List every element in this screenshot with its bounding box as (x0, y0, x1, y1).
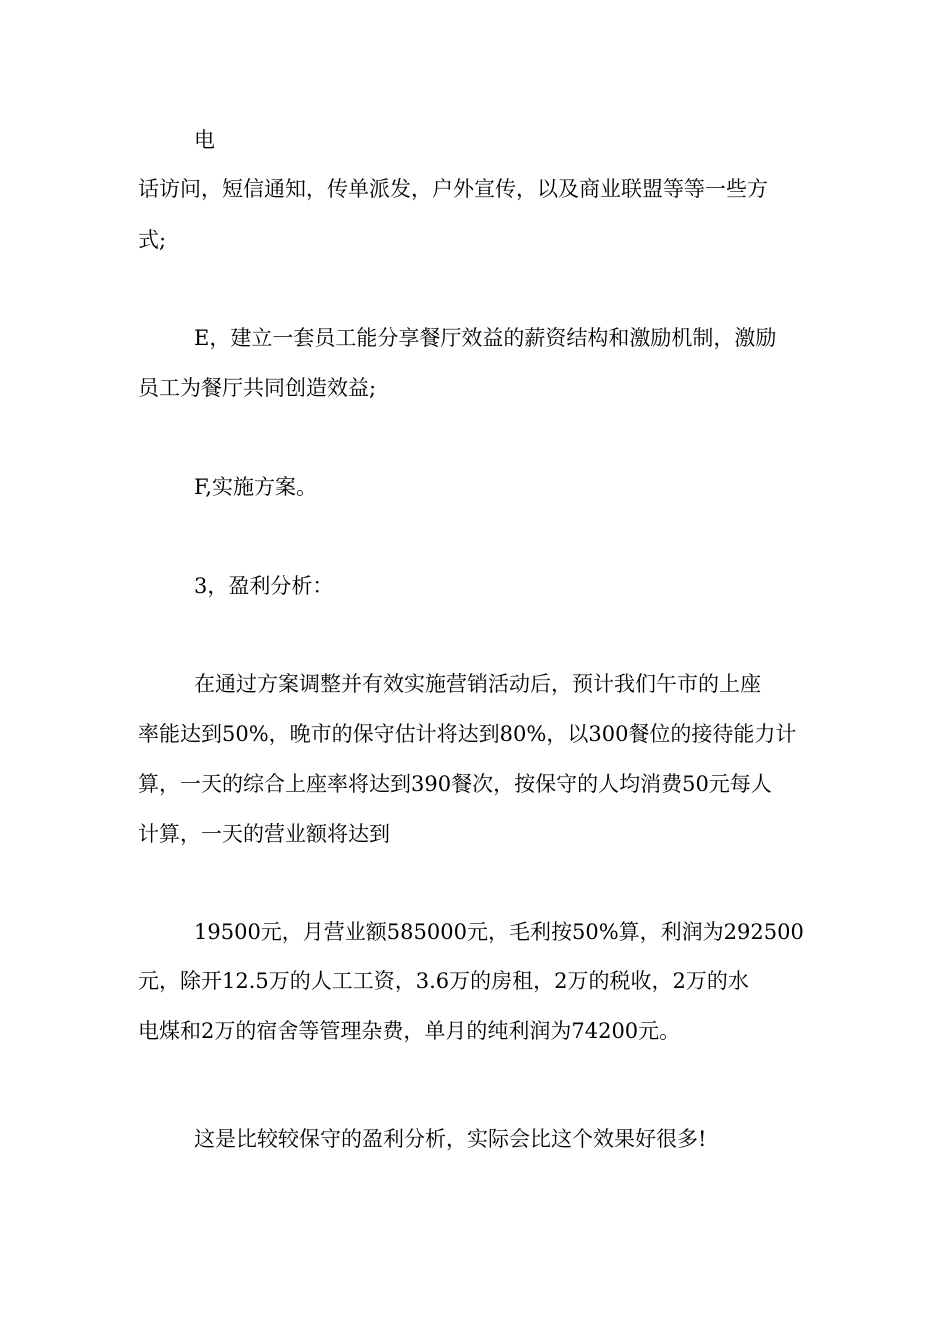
text-line: 元，除开12.5万的人工工资，3.6万的房租，2万的税收，2万的水 (138, 969, 749, 993)
text-line: 算，一天的综合上座率将达到390餐次，按保守的人均消费50元每人 (138, 772, 772, 796)
text-line: E，建立一套员工能分享餐厅效益的薪资结构和激励机制，激励 (194, 326, 777, 350)
text-line: 电 (194, 128, 215, 152)
text-line: 19500元，月营业额585000元，毛利按50%算，利润为292500 (194, 920, 804, 944)
text-line: F,实施方案。 (194, 475, 317, 499)
text-line: 这是比较较保守的盈利分析，实际会比这个效果好很多! (194, 1127, 707, 1151)
text-line: 电煤和2万的宿舍等管理杂费，单月的纯利润为74200元。 (138, 1019, 681, 1043)
text-line: 员工为餐厅共同创造效益; (138, 376, 377, 400)
text-line: 率能达到50%，晚市的保守估计将达到80%，以300餐位的接待能力计 (138, 722, 797, 746)
text-line: 在通过方案调整并有效实施营销活动后，预计我们午市的上座 (194, 672, 761, 696)
section-heading: 3，盈利分析： (194, 574, 334, 598)
text-line: 式; (138, 228, 167, 252)
text-line: 话访问，短信通知，传单派发，户外宣传，以及商业联盟等等一些方 (138, 177, 768, 201)
text-line: 计算，一天的营业额将达到 (138, 822, 390, 846)
